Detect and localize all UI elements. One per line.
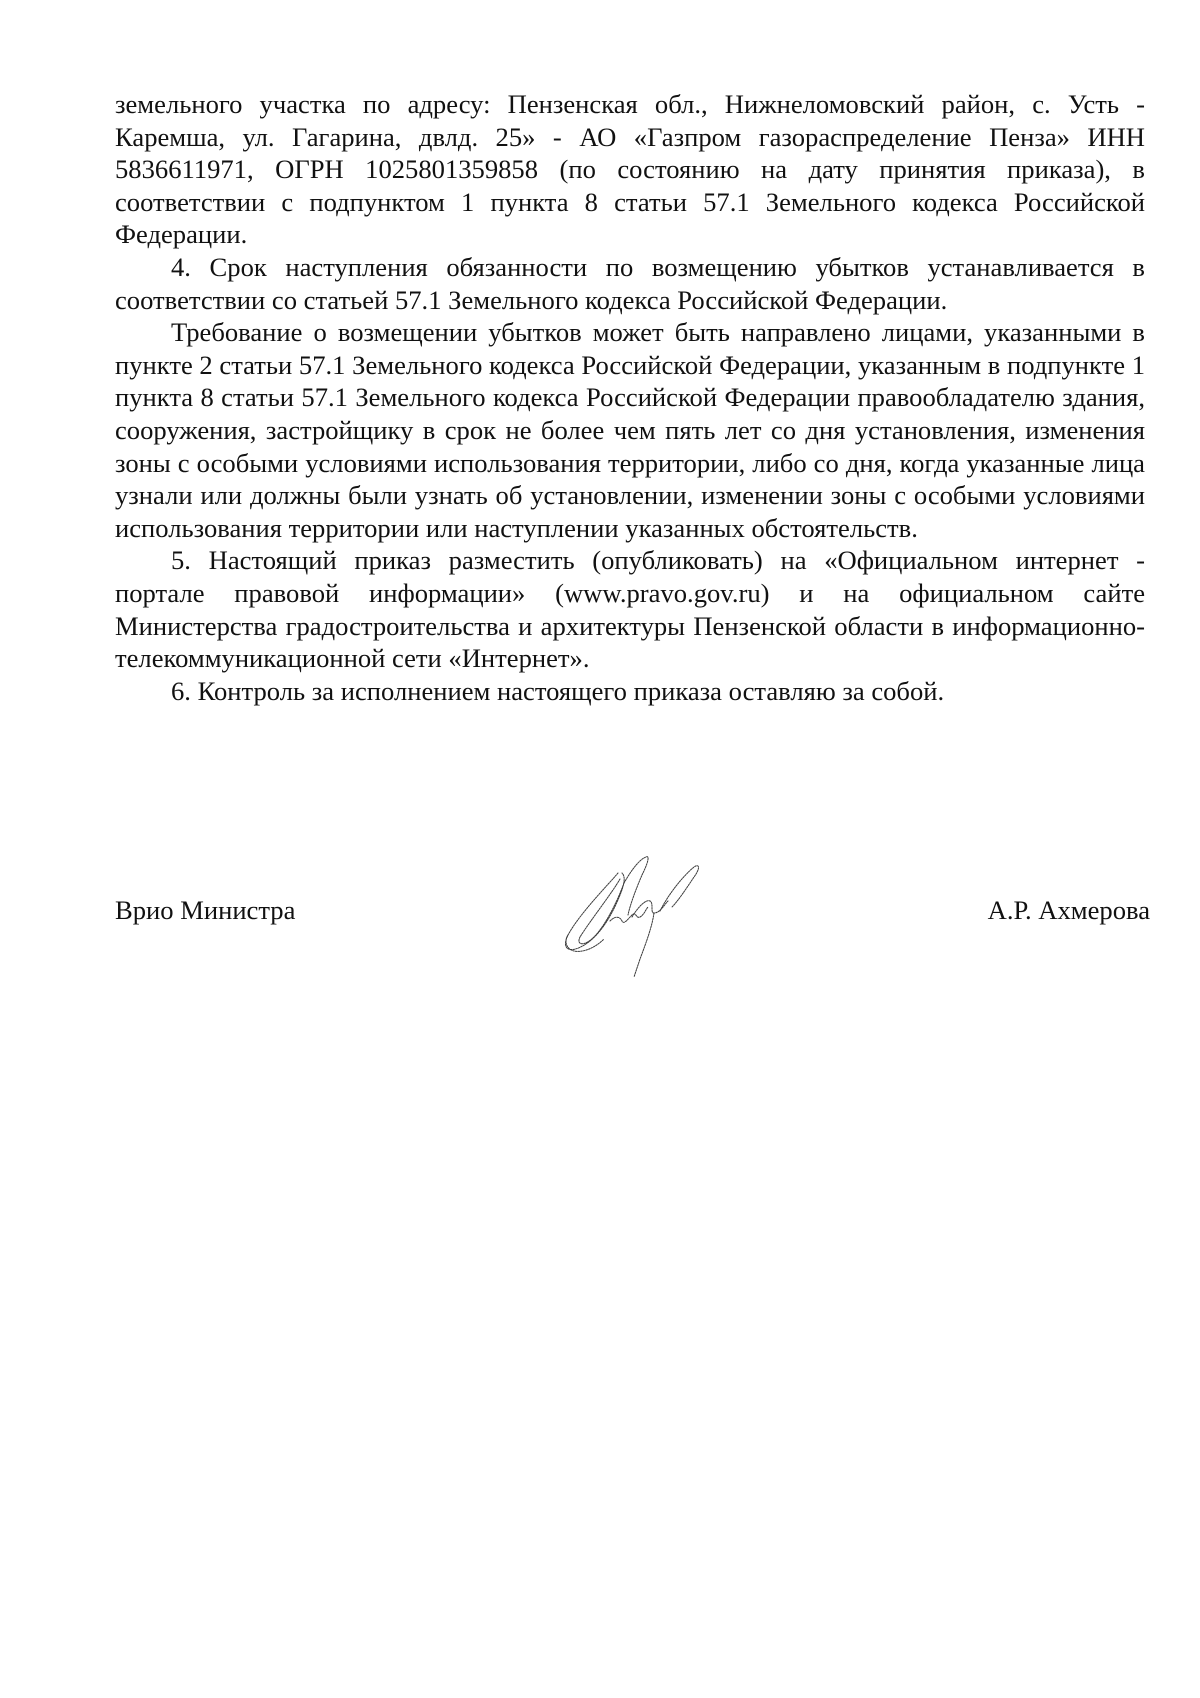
- handwritten-signature: [550, 855, 730, 985]
- paragraph-item-6: 6. Контроль за исполнением настоящего приказа оставляю за собой.: [171, 675, 945, 706]
- signature-block: [115, 895, 1150, 1015]
- signature-signer-name: А.Р. Ахмерова: [987, 895, 1150, 925]
- paragraph-continuation: земельного участка по адресу: Пензенская обл., Нижнеломовский район, с. Усть - Каремша, ул. Гагарина, двлд. 25» - АО «Газпром газораспределение Пенза» ИНН 5836611971, ОГРН 1025801359858 (по состоянию на дату принятия приказа), в соответствии с подпунктом 1 пункта 8 статьи 57.1 Земельного кодекса Российской Федерации.: [115, 89, 1145, 250]
- paragraph-item-4: 4. Срок наступления обязанности по возмещению убытков устанавливается в соответствии со статьей 57.1 Земельного кодекса Российской Федерации.: [115, 251, 1145, 315]
- signature-position-title: Врио Министра: [115, 895, 296, 925]
- paragraph-requirement: Требование о возмещении убытков может быть направлено лицами, указанными в пункте 2 статьи 57.1 Земельного кодекса Российской Федерации, указанным в подпункте 1 пункта 8 статьи 57.1 Земельного кодекса Российской Федерации правообладателю здания, сооружения, застройщику в срок не более чем пять лет со дня установления, изменения зоны с особыми условиями использования территории, либо со дня, когда указанные лица узнали или должны были узнать об установлении, изменении зоны с особыми условиями использования территории или наступлении указанных обстоятельств.: [115, 317, 1145, 543]
- paragraph-item-5: 5. Настоящий приказ разместить (опубликовать) на «Официальном интернет - портале правовой информации» (www.pravo.gov.ru) и на официальном сайте Министерства градостроительства и архитектуры Пензенской области в информационно-телекоммуникационной сети «Интернет».: [115, 545, 1145, 674]
- document-body: [115, 88, 1145, 707]
